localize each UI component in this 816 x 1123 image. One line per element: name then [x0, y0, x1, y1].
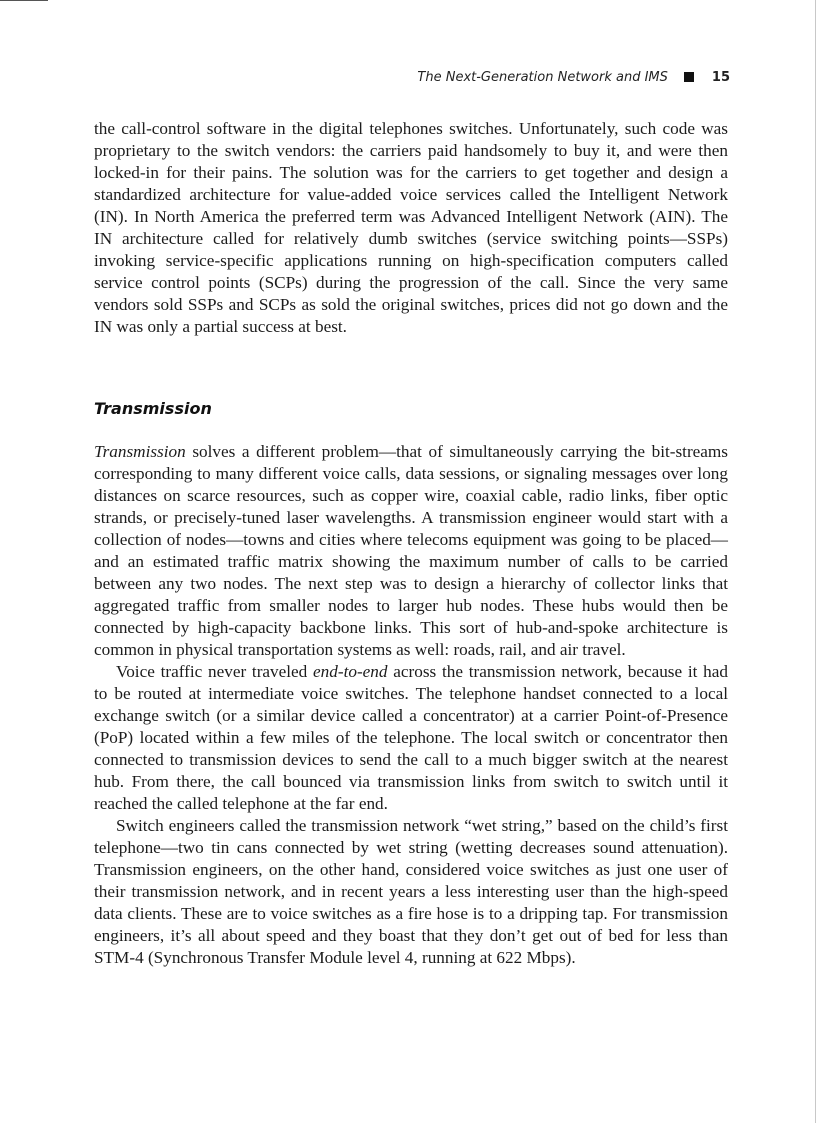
intro-block [94, 118, 728, 338]
section-heading: Transmission [94, 399, 212, 418]
paragraph-transmission-definition [94, 441, 728, 661]
paragraph-wet-string: Switch engineers called the transmission network “wet string,” based on the child’s first telephone—two tin cans connected by wet string (wetting decreases sound attenuation). Transmission engineers, on the other hand, considered voice switches as just one user of their transmission network, and in recent years a less interesting user than the high-speed data clients. These are to voice switches as a fire hose is to a dripping tap. For transmission engineers, it’s all about speed and they boast that they don’t get out of bed for less than STM-4 (Synchronous Transfer Module level 4, running at 622 Mbps). [94, 816, 728, 967]
paragraph-intro: the call-control software in the digital telephones switches. Unfortunately, such code was proprietary to the switch vendors: the carriers paid handsomely to buy it, and were then locked-in for their pains. The solution was for the carriers to get together and design a standardized architecture for value-added voice services called the Intelligent Network (IN). In North America the preferred term was Advanced Intelligent Network (AIN). The IN architecture called for relatively dumb switches (service switching points—SSPs) invoking service-specific applications running on high-specification computers called service control points (SCPs) during the progression of the call. Since the very same vendors sold SSPs and SCPs as sold the original switches, prices did not go down and the IN was only a partial success at best. [94, 119, 728, 336]
lead-term: Transmission [94, 442, 186, 461]
square-bullet-icon [684, 72, 694, 82]
running-head [417, 66, 730, 88]
paragraph-text: Voice traffic never traveled [116, 662, 314, 681]
paragraph-voice-traffic [94, 661, 728, 815]
corner-rule [0, 0, 48, 1]
running-head-title: The Next-Generation Network and IMS [417, 69, 668, 85]
emphasis-term: end-to-end [313, 662, 388, 681]
paragraph-text: solves a different problem—that of simultaneously carrying the bit-streams corresponding to many different voice calls, data sessions, or signaling messages over long distances on scarce resources, such as copper wire, coaxial cable, radio links, fiber optic strands, or precisely-tuned laser wavelengths. A transmission engineer would start with a collection of nodes—towns and cities where telecoms equipment was going to be placed—and an estimated traffic matrix showing the maximum number of calls to be carried between any two nodes. The next step was to design a hierarchy of collector links that aggregated traffic from smaller nodes to larger hub nodes. These hubs would then be connected by high-capacity backbone links. This sort of hub-and-spoke architecture is common in physical transportation systems as well: roads, rail, and air travel. [94, 442, 728, 659]
page-number: 15 [711, 69, 730, 85]
paragraph-text: across the transmission network, because it had to be routed at intermediate voice switches. The telephone handset connected to a local exchange switch (or a similar device called a concentrator) at a carrier Point-of-Presence (PoP) located within a few miles of the telephone. The local switch or concentrator then connected to transmission devices to send the call to a much bigger switch at the nearest hub. From there, the call bounced via transmission links from switch to switch until it reached the called telephone at the far end. [94, 662, 728, 813]
section-body [94, 441, 728, 969]
